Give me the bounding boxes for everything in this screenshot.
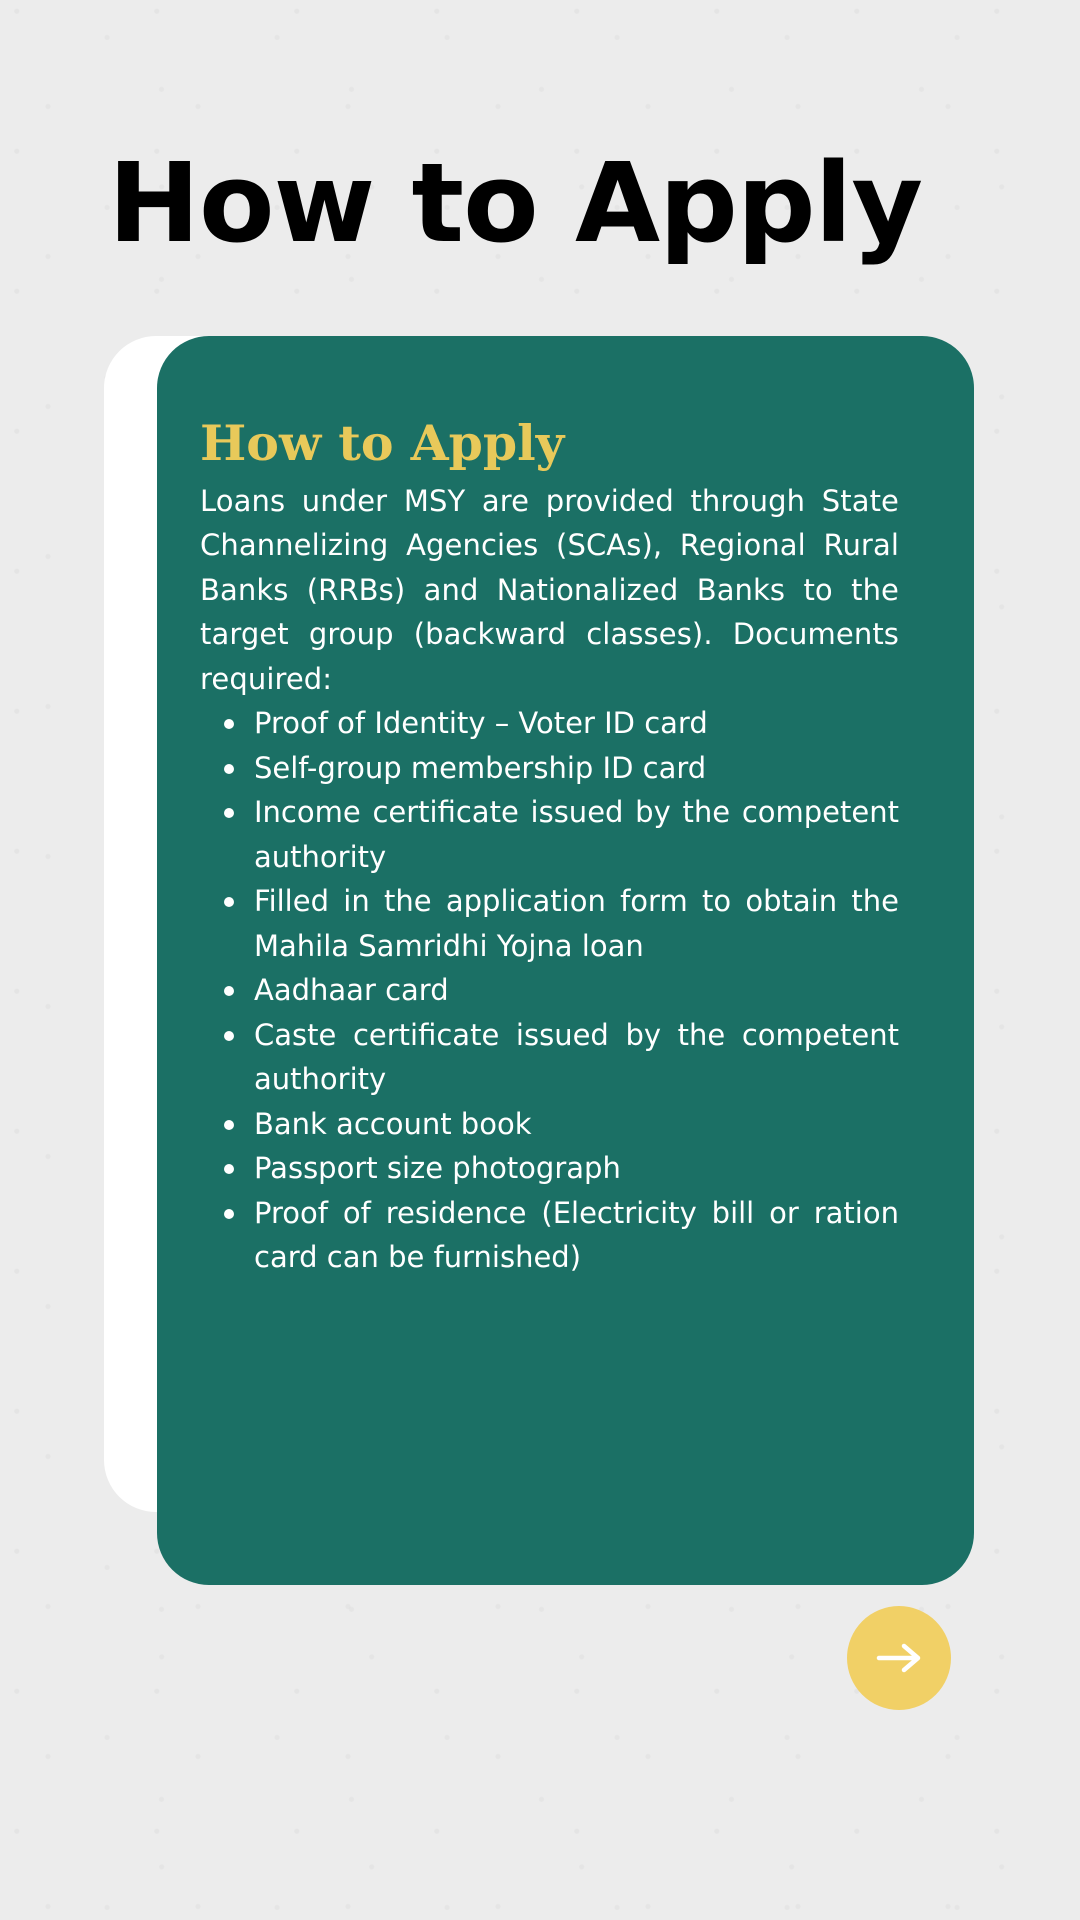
document-item-text: Self-group membership ID card <box>254 750 707 785</box>
document-item <box>254 1146 899 1191</box>
card-intro-text: Loans under MSY are provided through State Channelizing Agencies (SCAs), Regional Rural Banks (RRBs) and Nationalized Banks to the target group (backward classes). Documents required: <box>200 483 899 696</box>
bullet-icon <box>224 764 234 774</box>
documents-list <box>200 701 899 1280</box>
document-item <box>254 746 899 791</box>
document-item-text: Filled in the application form to obtain the Mahila Samridhi Yojna loan <box>254 884 899 963</box>
document-item <box>254 968 899 1013</box>
document-item-text: Bank account book <box>254 1106 532 1141</box>
document-item-text: Caste certificate issued by the competent authority <box>254 1017 899 1097</box>
bullet-icon <box>224 1031 234 1041</box>
document-item-text: Income certificate issued by the competent authority <box>254 795 899 874</box>
document-item <box>254 1013 899 1102</box>
arrow-right-icon <box>876 1642 922 1674</box>
document-item-text: Aadhaar card <box>254 973 449 1008</box>
bullet-icon <box>224 1120 234 1130</box>
how-to-apply-card <box>157 336 974 1585</box>
bullet-icon <box>224 1164 234 1174</box>
document-item-text: Proof of Identity – Voter ID card <box>254 706 708 741</box>
document-item <box>254 1102 899 1147</box>
bullet-icon <box>224 1209 234 1219</box>
bullet-icon <box>224 897 234 907</box>
document-item <box>254 1191 899 1280</box>
page-title: How to Apply <box>108 139 923 267</box>
document-item-text: Passport size photograph <box>254 1151 621 1186</box>
card-heading: How to Apply <box>200 414 565 472</box>
document-item <box>254 879 899 968</box>
document-item <box>254 701 899 746</box>
document-item-text: Proof of residence (Electricity bill or ration card can be furnished) <box>254 1195 899 1275</box>
bullet-icon <box>224 986 234 996</box>
next-button[interactable] <box>847 1606 951 1710</box>
bullet-icon <box>224 808 234 818</box>
bullet-icon <box>224 719 234 729</box>
document-item <box>254 790 899 879</box>
